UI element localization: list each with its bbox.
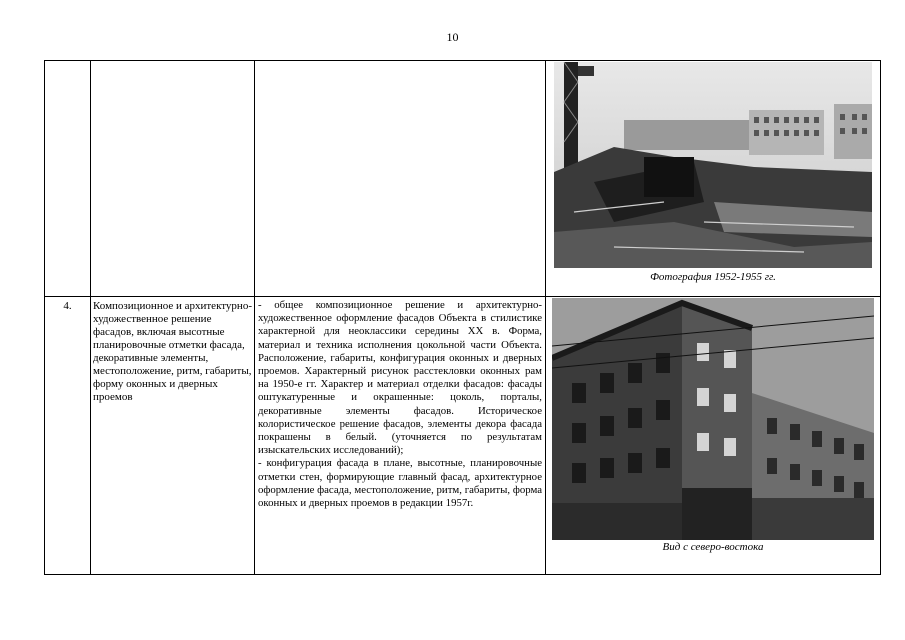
row-description-cell bbox=[255, 61, 546, 297]
photo-caption: Фотография 1952-1955 гг. bbox=[650, 271, 776, 283]
description-paragraph: - общее композиционное решение и архитектурно-художественное оформление фасадов Объекта в стилистике характерной для неоклассики середины XX в. Форма, материал и техника исполнения цокольной части Объекта. Расположение, габариты, конфигурация оконных и дверных проемов. Характерный рисунок расстекловки оконных рам на 1950-е гг. Характер и материал отделки фасадов: фасады оштукатуренные и окрашенные: цоколь, порталы, декоративные элементы фасадов. Историческое колористическое решение фасадов, элементы декора фасада покрашены в белый. (уточняется по результатам изыскательских исследований); bbox=[258, 299, 542, 457]
protected-elements-table bbox=[44, 60, 881, 575]
row-name-cell bbox=[91, 61, 255, 297]
table-row bbox=[45, 297, 881, 575]
page-number: 10 bbox=[446, 30, 459, 44]
row-description-cell bbox=[255, 297, 546, 575]
row-number-cell: 4. bbox=[45, 297, 91, 575]
row-number-cell bbox=[45, 61, 91, 297]
construction-site-photo bbox=[554, 62, 872, 268]
description-paragraph: - конфигурация фасада в плане, высотные, планировочные отметки стен, формирующие главный фасад, архитектурное оформление фасада, местоположение, ритм, габариты, форма оконных и дверных проемов в редакции 1957г. bbox=[258, 457, 542, 510]
table-row bbox=[45, 61, 881, 297]
photo-caption: Вид с северо-востока bbox=[662, 541, 764, 553]
photo-cell bbox=[546, 61, 881, 297]
photo-cell bbox=[546, 297, 881, 575]
building-northeast-view-photo bbox=[552, 298, 874, 540]
row-name-cell: Композиционное и архитектурно-художественное решение фасадов, включая высотные планировочные отметки фасада, декоративные элементы, местоположение, ритм, габариты, форму оконных и дверных проемов bbox=[91, 297, 255, 575]
